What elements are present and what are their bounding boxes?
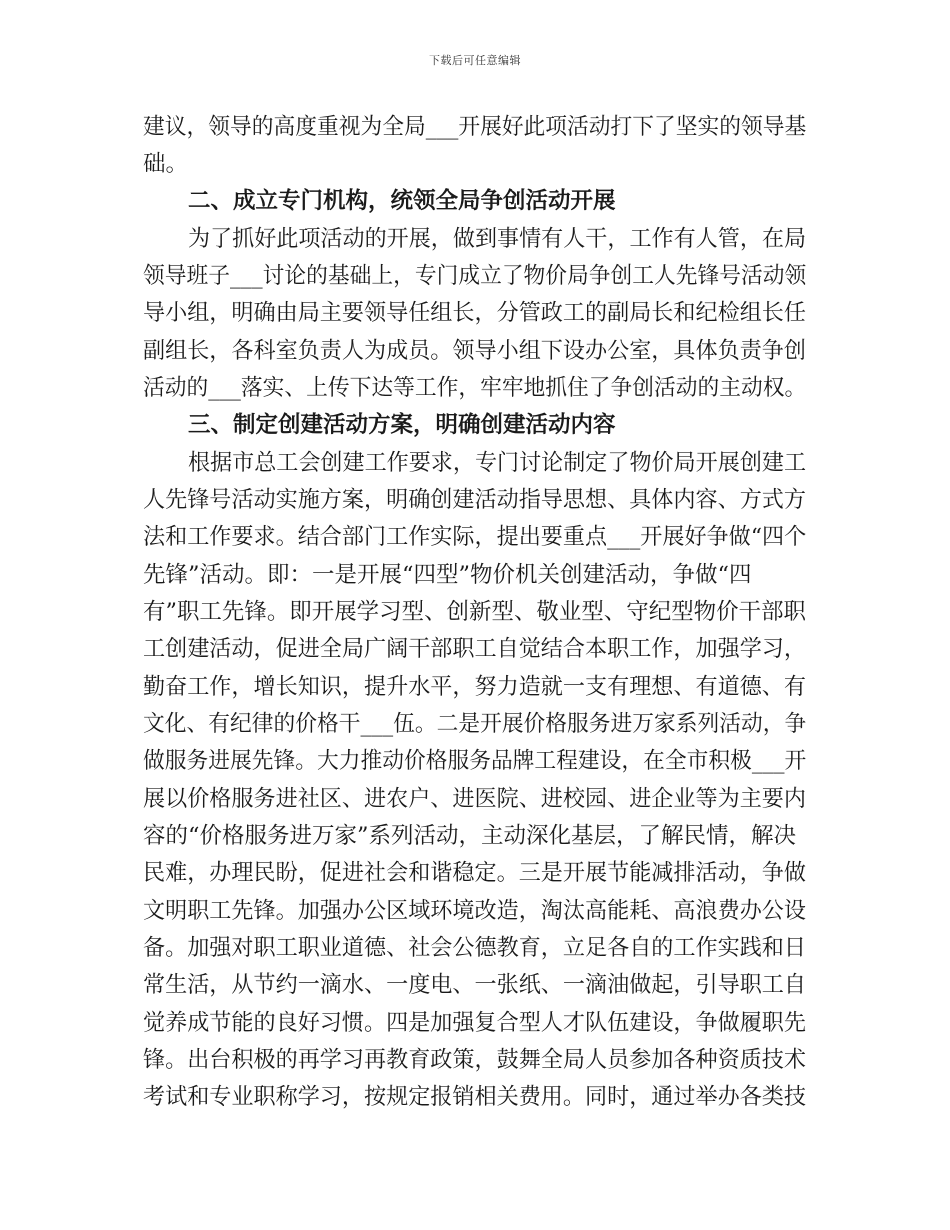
text-line: 备。加强对职工职业道德、社会公德教育，立足各自的工作实践和日 xyxy=(143,935,807,961)
text-line: 建议，领导的高度重视为全局___开展好此项活动打下了坚实的领导基 xyxy=(143,114,807,140)
text-line: 做服务进展先锋。大力推动价格服务品牌工程建设，在全市积极___开 xyxy=(143,748,807,774)
text-line: 法和工作要求。结合部门工作实际，提出要重点___开展好争做“四个 xyxy=(143,524,807,550)
text-line: 民难，办理民盼，促进社会和谐稳定。三是开展节能减排活动，争做 xyxy=(143,860,807,886)
text-line: 觉养成节能的良好习惯。四是加强复合型人才队伍建设，争做履职先 xyxy=(143,1010,807,1036)
text-line: 有”职工先锋。即开展学习型、创新型、敬业型、守纪型物价干部职 xyxy=(143,599,807,625)
text-line: 展以价格服务进社区、进农户、进医院、进校园、进企业等为主要内 xyxy=(143,786,807,812)
text-line: 副组长，各科室负责人为成员。领导小组下设办公室，具体负责争创 xyxy=(143,338,807,364)
text-line: 领导班子___讨论的基础上，专门成立了物价局争创工人先锋号活动领 xyxy=(143,263,807,289)
text-line: 础。 xyxy=(143,151,189,177)
text-line: 先锋”活动。即：一是开展“四型”物价机关创建活动，争做“四 xyxy=(143,562,752,588)
text-line: 常生活，从节约一滴水、一度电、一张纸、一滴油做起，引导职工自 xyxy=(143,972,807,998)
text-line: 人先锋号活动实施方案，明确创建活动指导思想、具体内容、方式方 xyxy=(143,487,807,513)
text-line: 锋。出台积极的再学习再教育政策，鼓舞全局人员参加各种资质技术 xyxy=(143,1047,807,1073)
text-line: 文化、有纪律的价格干___伍。二是开展价格服务进万家系列活动，争 xyxy=(143,711,807,737)
section-heading-3: 三、制定创建活动方案，明确创建活动内容 xyxy=(188,412,616,438)
text-line: 容的“价格服务进万家”系列活动，主动深化基层，了解民情，解决 xyxy=(143,823,797,849)
page-header-caption: 下载后可任意编辑 xyxy=(429,54,521,67)
text-line: 根据市总工会创建工作要求，专门讨论制定了物价局开展创建工 xyxy=(188,450,807,476)
text-line: 文明职工先锋。加强办公区域环境改造，淘汰高能耗、高浪费办公设 xyxy=(143,898,807,924)
text-line: 导小组，明确由局主要领导任组长，分管政工的副局长和纪检组长任 xyxy=(143,300,807,326)
text-line: 为了抓好此项活动的开展，做到事情有人干，工作有人管，在局 xyxy=(188,226,807,252)
text-line: 活动的___落实、上传下达等工作，牢牢地抓住了争创活动的主动权。 xyxy=(143,375,807,401)
text-line: 工创建活动，促进全局广阔干部职工自觉结合本职工作，加强学习， xyxy=(143,636,807,662)
text-line: 勤奋工作，增长知识，提升水平，努力造就一支有理想、有道德、有 xyxy=(143,674,807,700)
section-heading-2: 二、成立专门机构，统领全局争创活动开展 xyxy=(188,188,616,214)
text-line: 考试和专业职称学习，按规定报销相关费用。同时，通过举办各类技 xyxy=(143,1084,807,1110)
